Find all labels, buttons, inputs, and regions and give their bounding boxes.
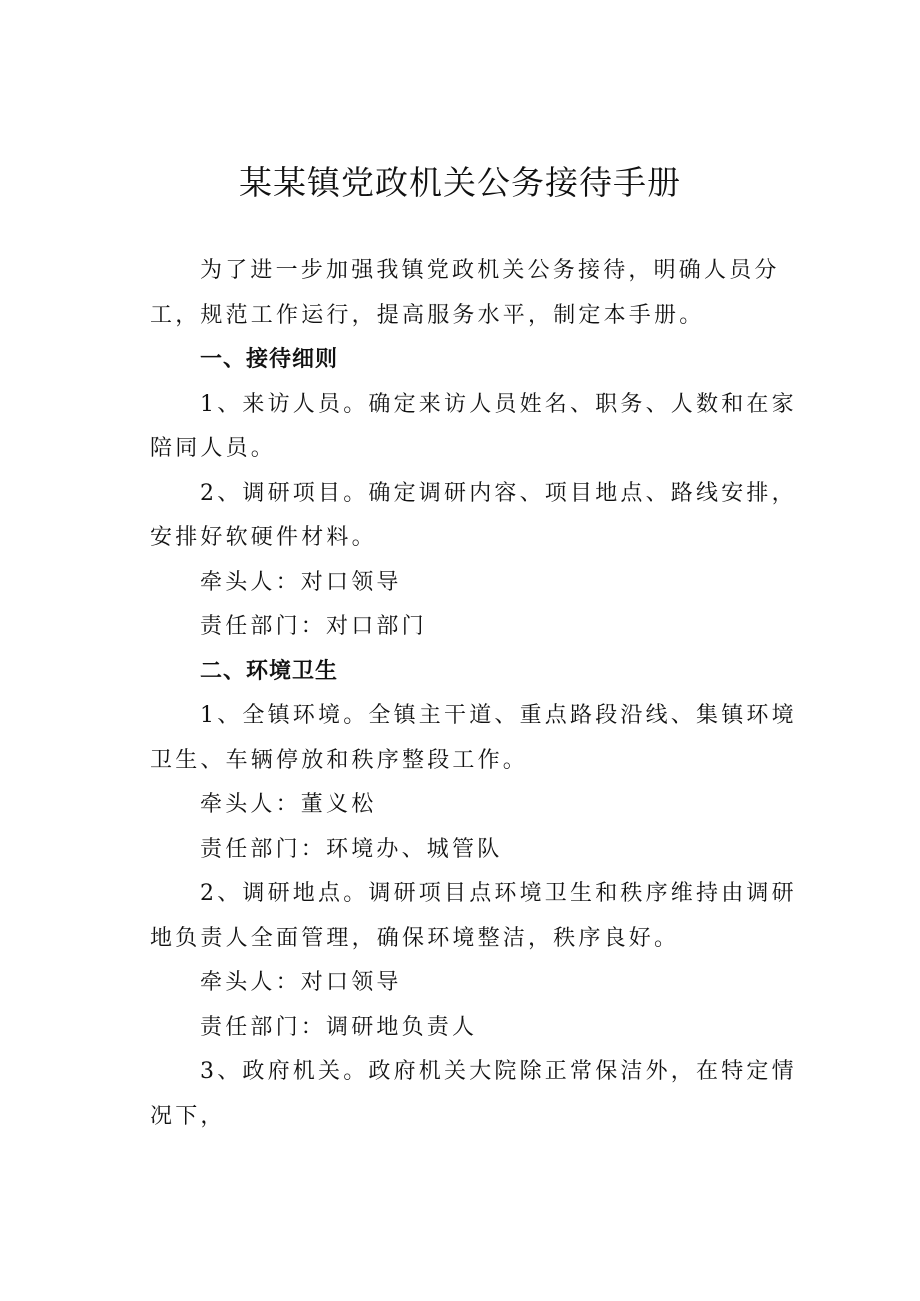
responsible-dept-line: 责任部门：环境办、城管队 — [200, 836, 503, 862]
lead-person-line: 牵头人：董义松 — [200, 792, 377, 817]
lead-person-line: 牵头人：对口领导 — [200, 970, 402, 995]
document-body — [150, 249, 800, 1139]
section-heading-environment: 二、环境卫生 — [200, 658, 339, 684]
responsible-dept-line: 责任部门：调研地负责人 — [200, 1014, 478, 1040]
paragraph-research-sites: 2、调研地点。调研项目点环境卫生和秩序维持由调研地负责人全面管理，确保环境整洁，秩序良好。 — [150, 881, 797, 951]
paragraph-town-environment: 1、全镇环境。全镇主干道、重点路段沿线、集镇环境卫生、车辆停放和秩序整段工作。 — [150, 703, 797, 773]
responsible-dept-line: 责任部门：对口部门 — [200, 614, 427, 639]
lead-person-line: 牵头人：对口领导 — [200, 569, 402, 595]
section-heading-reception-rules: 一、接待细则 — [200, 347, 339, 372]
intro-paragraph: 为了进一步加强我镇党政机关公务接待，明确人员分工，规范工作运行，提高服务水平，制定本手册。 — [150, 258, 780, 328]
paragraph-research-projects: 2、调研项目。确定调研内容、项目地点、路线安排，安排好软硬件材料。 — [150, 480, 797, 550]
document-title: 某某镇党政机关公务接待手册 — [239, 163, 681, 202]
paragraph-government-offices: 3、政府机关。政府机关大院除正常保洁外，在特定情况下， — [150, 1059, 797, 1129]
paragraph-visitors: 1、来访人员。确定来访人员姓名、职务、人数和在家陪同人员。 — [150, 391, 797, 461]
